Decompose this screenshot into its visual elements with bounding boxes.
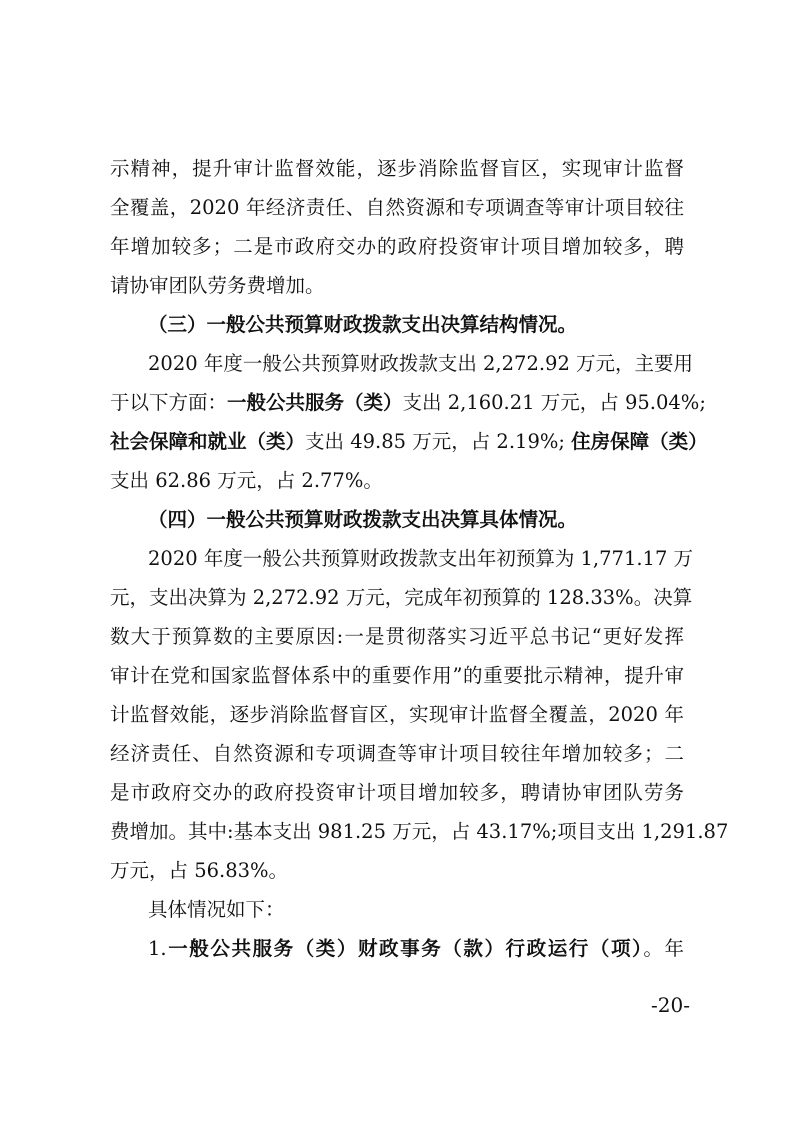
text-run: 1. [148, 937, 167, 960]
body-line [110, 463, 684, 499]
text-run: 万元，占 56.83%。 [110, 859, 289, 882]
body-line [110, 658, 684, 694]
text-run: 数大于预算数的主要原因:一是贯彻落实习近平总书记“更好发挥 [110, 625, 684, 648]
text-run: 审计在党和国家监督体系中的重要作用”的重要批示精神，提升审 [110, 664, 684, 687]
body-line [110, 814, 729, 850]
body-line [110, 385, 706, 421]
text-run: 年增加较多；二是市政府交办的政府投资审计项目增加较多，聘 [110, 235, 684, 258]
heading-text: （四）一般公共预算财政拨款支出决算具体情况。 [148, 508, 578, 531]
section-heading-three [148, 307, 684, 343]
text-run: 于以下方面： [110, 391, 228, 414]
text-run: 计监督效能，逐步消除监督盲区，实现审计监督全覆盖，2020 年 [110, 703, 684, 726]
body-line [110, 697, 684, 733]
text-run: 请协审团队劳务费增加。 [110, 274, 325, 297]
body-line [110, 775, 684, 811]
subsection-heading: 一般公共服务（类）财政事务（款）行政运行（项） [166, 937, 644, 960]
body-line [110, 424, 708, 460]
text-run: 是市政府交办的政府投资审计项目增加较多，聘请协审团队劳务 [110, 781, 684, 804]
bold-category: 社会保障和就业（类） [110, 430, 306, 453]
text-run: 具体情况如下： [148, 898, 285, 921]
bold-category: 住房保障（类） [571, 430, 708, 453]
text-run: 支出 62.86 万元，占 2.77%。 [110, 469, 383, 492]
text-run: 支出 49.85 万元，占 2.19%; [305, 430, 572, 453]
body-line [110, 151, 684, 187]
text-run: 费增加。其中:基本支出 981.25 万元，占 43.17%;项目支出 1,291.87 [110, 820, 729, 843]
text-run: 元，支出决算为 2,272.92 万元，完成年初预算的 128.33%。决算 [110, 586, 693, 609]
body-line [148, 346, 694, 382]
body-line [110, 580, 693, 616]
text-run: 。年 [643, 937, 684, 960]
bold-category: 一般公共服务（类） [227, 391, 403, 414]
text-run: 全覆盖，2020 年经济责任、自然资源和专项调查等审计项目较往 [110, 196, 684, 219]
body-line [110, 853, 684, 889]
body-line [110, 190, 684, 226]
body-line [148, 892, 684, 928]
text-run: 2020 年度一般公共预算财政拨款支出 2,272.92 万元，主要用 [148, 352, 694, 375]
text-run: 支出 2,160.21 万元，占 95.04%; [402, 391, 706, 414]
text-run: 示精神，提升审计监督效能，逐步消除监督盲区，实现审计监督 [110, 157, 684, 180]
body-line [148, 541, 694, 577]
body-line [110, 229, 684, 265]
body-line [110, 268, 684, 304]
heading-text: （三）一般公共预算财政拨款支出决算结构情况。 [148, 313, 578, 336]
section-heading-four [148, 502, 684, 538]
subsection-heading-line [148, 931, 684, 967]
body-line [110, 619, 684, 655]
page-number: -20- [651, 993, 690, 1017]
text-run: 经济责任、自然资源和专项调查等审计项目较往年增加较多；二 [110, 742, 684, 765]
body-line [110, 736, 684, 772]
text-run: 2020 年度一般公共预算财政拨款支出年初预算为 1,771.17 万 [148, 547, 694, 570]
